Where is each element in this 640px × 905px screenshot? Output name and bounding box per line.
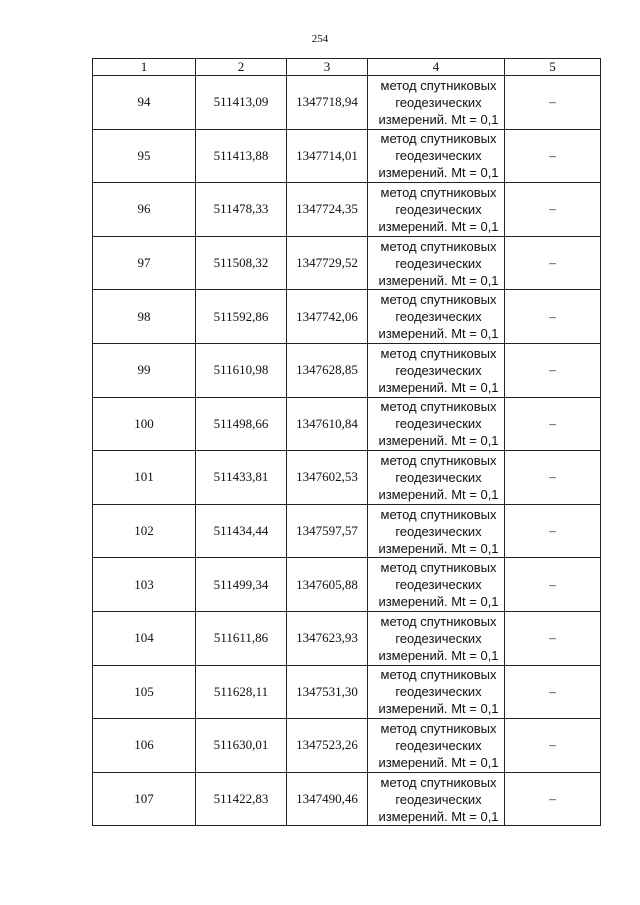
method-text-line: метод спутниковых [380, 77, 497, 93]
point-number-cell: 96 [93, 183, 196, 237]
method-cell [368, 236, 505, 290]
table-header-row [93, 59, 601, 76]
table-row [93, 665, 601, 719]
point-number-cell: 107 [93, 772, 196, 826]
method-text-line: геодезических [395, 94, 482, 110]
method-text-line: геодезических [395, 255, 482, 271]
x-coordinate-cell: 511498,66 [196, 397, 287, 451]
method-cell [368, 772, 505, 826]
method-text-line: измерений. Mt = 0,1 [378, 326, 499, 342]
x-coordinate-cell: 511478,33 [196, 183, 287, 237]
point-number-cell: 105 [93, 665, 196, 719]
method-cell [368, 558, 505, 612]
point-number-cell: 104 [93, 611, 196, 665]
method-text-line: геодезических [395, 577, 482, 593]
method-text-line: измерений. Mt = 0,1 [378, 701, 499, 717]
table-row [93, 76, 601, 130]
x-coordinate-cell: 511508,32 [196, 236, 287, 290]
note-cell: – [505, 451, 601, 505]
method-text-line: метод спутниковых [380, 345, 497, 361]
note-cell: – [505, 76, 601, 130]
x-coordinate-cell: 511413,09 [196, 76, 287, 130]
method-text-line: измерений. Mt = 0,1 [378, 647, 499, 663]
method-text-line: геодезических [395, 737, 482, 753]
table-row [93, 129, 601, 183]
table-row [93, 290, 601, 344]
note-cell: – [505, 183, 601, 237]
page-number: 254 [311, 33, 329, 45]
point-number-cell: 102 [93, 504, 196, 558]
method-text-line: измерений. Mt = 0,1 [378, 379, 499, 395]
method-text-line: метод спутниковых [380, 184, 497, 200]
method-cell [368, 665, 505, 719]
table-row [93, 451, 601, 505]
method-text-line: геодезических [395, 684, 482, 700]
point-number-cell: 97 [93, 236, 196, 290]
y-coordinate-cell: 1347623,93 [287, 611, 368, 665]
x-coordinate-cell: 511630,01 [196, 719, 287, 773]
method-text-line: измерений. Mt = 0,1 [378, 111, 499, 127]
method-text-line: измерений. Mt = 0,1 [378, 486, 499, 502]
method-text-line: измерений. Mt = 0,1 [378, 218, 499, 234]
note-cell: – [505, 397, 601, 451]
y-coordinate-cell: 1347523,26 [287, 719, 368, 773]
method-text-line: геодезических [395, 416, 482, 432]
method-text-line: геодезических [395, 469, 482, 485]
method-text-line: геодезических [395, 148, 482, 164]
point-number-cell: 100 [93, 397, 196, 451]
header-col-5: 5 [505, 59, 601, 76]
table-row [93, 397, 601, 451]
point-number-cell: 95 [93, 129, 196, 183]
point-number-cell: 94 [93, 76, 196, 130]
method-text-line: измерений. Mt = 0,1 [378, 808, 499, 824]
method-text-line: метод спутниковых [380, 131, 497, 147]
table-row [93, 772, 601, 826]
y-coordinate-cell: 1347714,01 [287, 129, 368, 183]
point-number-cell: 98 [93, 290, 196, 344]
method-text-line: метод спутниковых [380, 399, 497, 415]
point-number-cell: 103 [93, 558, 196, 612]
method-text-line: метод спутниковых [380, 774, 497, 790]
y-coordinate-cell: 1347490,46 [287, 772, 368, 826]
note-cell: – [505, 558, 601, 612]
y-coordinate-cell: 1347742,06 [287, 290, 368, 344]
note-cell: – [505, 290, 601, 344]
y-coordinate-cell: 1347610,84 [287, 397, 368, 451]
table-body [93, 76, 601, 826]
method-text-line: геодезических [395, 362, 482, 378]
method-text-line: геодезических [395, 201, 482, 217]
header-col-3: 3 [287, 59, 368, 76]
y-coordinate-cell: 1347724,35 [287, 183, 368, 237]
method-cell [368, 129, 505, 183]
note-cell: – [505, 236, 601, 290]
y-coordinate-cell: 1347605,88 [287, 558, 368, 612]
y-coordinate-cell: 1347597,57 [287, 504, 368, 558]
method-text-line: измерений. Mt = 0,1 [378, 433, 499, 449]
method-text-line: метод спутниковых [380, 238, 497, 254]
header-col-4: 4 [368, 59, 505, 76]
method-text-line: метод спутниковых [380, 667, 497, 683]
method-text-line: измерений. Mt = 0,1 [378, 272, 499, 288]
y-coordinate-cell: 1347729,52 [287, 236, 368, 290]
x-coordinate-cell: 511628,11 [196, 665, 287, 719]
x-coordinate-cell: 511611,86 [196, 611, 287, 665]
note-cell: – [505, 665, 601, 719]
coordinates-table [92, 58, 601, 826]
method-text-line: геодезических [395, 523, 482, 539]
method-cell [368, 397, 505, 451]
table-row [93, 611, 601, 665]
x-coordinate-cell: 511433,81 [196, 451, 287, 505]
method-text-line: измерений. Mt = 0,1 [378, 165, 499, 181]
method-text-line: измерений. Mt = 0,1 [378, 754, 499, 770]
note-cell: – [505, 343, 601, 397]
method-cell [368, 451, 505, 505]
note-cell: – [505, 504, 601, 558]
method-text-line: метод спутниковых [380, 452, 497, 468]
method-text-line: метод спутниковых [380, 560, 497, 576]
point-number-cell: 99 [93, 343, 196, 397]
method-cell [368, 290, 505, 344]
x-coordinate-cell: 511434,44 [196, 504, 287, 558]
method-text-line: измерений. Mt = 0,1 [378, 540, 499, 556]
x-coordinate-cell: 511610,98 [196, 343, 287, 397]
y-coordinate-cell: 1347718,94 [287, 76, 368, 130]
x-coordinate-cell: 511592,86 [196, 290, 287, 344]
note-cell: – [505, 719, 601, 773]
point-number-cell: 101 [93, 451, 196, 505]
header-col-2: 2 [196, 59, 287, 76]
method-text-line: измерений. Mt = 0,1 [378, 594, 499, 610]
method-text-line: метод спутниковых [380, 292, 497, 308]
method-cell [368, 504, 505, 558]
method-text-line: геодезических [395, 309, 482, 325]
y-coordinate-cell: 1347531,30 [287, 665, 368, 719]
note-cell: – [505, 129, 601, 183]
table-row [93, 504, 601, 558]
header-col-1: 1 [93, 59, 196, 76]
method-text-line: геодезических [395, 791, 482, 807]
method-cell [368, 719, 505, 773]
method-text-line: метод спутниковых [380, 720, 497, 736]
table-row [93, 183, 601, 237]
point-number-cell: 106 [93, 719, 196, 773]
method-cell [368, 611, 505, 665]
table-row [93, 719, 601, 773]
method-text-line: метод спутниковых [380, 506, 497, 522]
note-cell: – [505, 611, 601, 665]
x-coordinate-cell: 511499,34 [196, 558, 287, 612]
y-coordinate-cell: 1347602,53 [287, 451, 368, 505]
table-row [93, 558, 601, 612]
note-cell: – [505, 772, 601, 826]
table-row [93, 343, 601, 397]
method-cell [368, 343, 505, 397]
method-cell [368, 183, 505, 237]
method-cell [368, 76, 505, 130]
x-coordinate-cell: 511422,83 [196, 772, 287, 826]
x-coordinate-cell: 511413,88 [196, 129, 287, 183]
method-text-line: геодезических [395, 630, 482, 646]
y-coordinate-cell: 1347628,85 [287, 343, 368, 397]
table-row [93, 236, 601, 290]
method-text-line: метод спутниковых [380, 613, 497, 629]
